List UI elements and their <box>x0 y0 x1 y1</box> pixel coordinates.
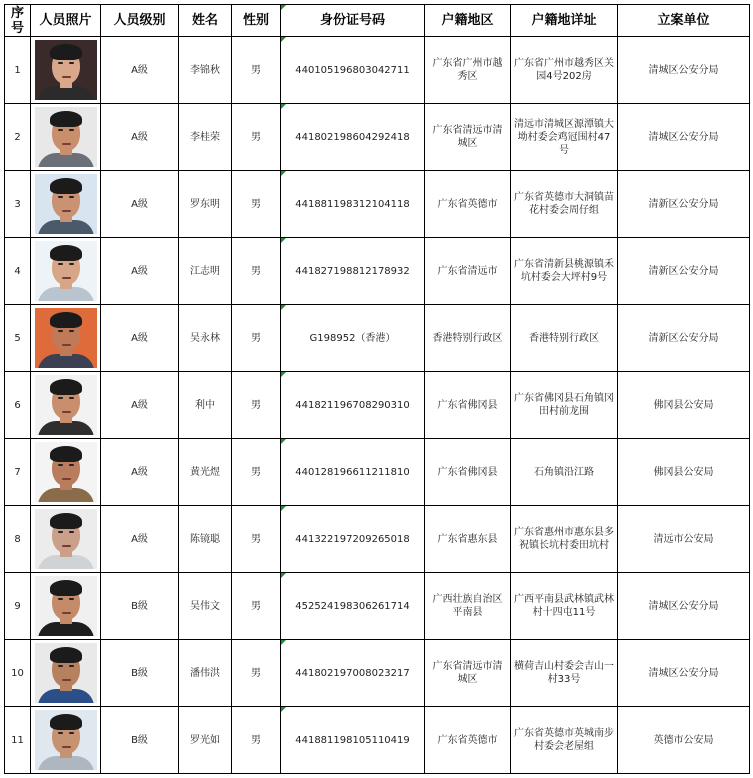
cell-gender: 男 <box>232 573 281 640</box>
cell-id-number: 441881198312104118 <box>281 171 425 238</box>
cell-seq: 9 <box>5 573 31 640</box>
cell-unit: 清新区公安分局 <box>618 171 750 238</box>
cell-seq: 1 <box>5 37 31 104</box>
cell-region: 广东省清远市清城区 <box>425 104 511 171</box>
cell-region: 广西壮族自治区平南县 <box>425 573 511 640</box>
cell-name: 罗东明 <box>179 171 232 238</box>
cell-gender: 男 <box>232 707 281 774</box>
table-row <box>5 439 750 506</box>
cell-unit: 清新区公安分局 <box>618 305 750 372</box>
cell-gender: 男 <box>232 439 281 506</box>
cell-seq: 8 <box>5 506 31 573</box>
col-header-region: 户籍地区 <box>425 5 511 37</box>
cell-name: 利中 <box>179 372 232 439</box>
col-header-address: 户籍地详址 <box>511 5 618 37</box>
cell-seq: 7 <box>5 439 31 506</box>
cell-name: 李锦秋 <box>179 37 232 104</box>
table-row <box>5 171 750 238</box>
cell-region: 广东省英德市 <box>425 171 511 238</box>
col-header-gender: 性别 <box>232 5 281 37</box>
cell-gender: 男 <box>232 104 281 171</box>
cell-id-number: 441827198812178932 <box>281 238 425 305</box>
cell-level: A级 <box>101 305 179 372</box>
cell-seq: 10 <box>5 640 31 707</box>
cell-name: 吴永林 <box>179 305 232 372</box>
cell-unit: 佛冈县公安局 <box>618 439 750 506</box>
cell-address: 广东省惠州市惠东县多祝镇长坑村委田坑村 <box>511 506 618 573</box>
table-row <box>5 640 750 707</box>
cell-seq: 4 <box>5 238 31 305</box>
col-header-unit: 立案单位 <box>618 5 750 37</box>
cell-address: 广东省英德市英城南步村委会老屋组 <box>511 707 618 774</box>
person-photo <box>35 174 97 234</box>
person-photo <box>35 509 97 569</box>
cell-seq: 5 <box>5 305 31 372</box>
header-row <box>5 5 750 37</box>
person-photo <box>35 442 97 502</box>
cell-address: 广东省英德市大洞镇苗花村委会周仔组 <box>511 171 618 238</box>
cell-gender: 男 <box>232 305 281 372</box>
cell-photo <box>31 506 101 573</box>
person-photo <box>35 107 97 167</box>
cell-name: 罗光如 <box>179 707 232 774</box>
cell-region: 广东省广州市越秀区 <box>425 37 511 104</box>
cell-region: 广东省佛冈县 <box>425 372 511 439</box>
table-row <box>5 104 750 171</box>
cell-region: 广东省英德市 <box>425 707 511 774</box>
cell-unit: 清城区公安分局 <box>618 640 750 707</box>
cell-level: B级 <box>101 573 179 640</box>
cell-gender: 男 <box>232 37 281 104</box>
cell-address: 石角镇沿江路 <box>511 439 618 506</box>
cell-unit: 清城区公安分局 <box>618 573 750 640</box>
cell-region: 广东省惠东县 <box>425 506 511 573</box>
cell-level: A级 <box>101 238 179 305</box>
table-row <box>5 372 750 439</box>
cell-level: A级 <box>101 506 179 573</box>
table-row <box>5 305 750 372</box>
cell-name: 江志明 <box>179 238 232 305</box>
cell-level: A级 <box>101 37 179 104</box>
cell-gender: 男 <box>232 640 281 707</box>
cell-address: 香港特别行政区 <box>511 305 618 372</box>
cell-level: B级 <box>101 707 179 774</box>
cell-address: 广东省广州市越秀区关园4号202房 <box>511 37 618 104</box>
person-photo <box>35 710 97 770</box>
col-header-level: 人员级别 <box>101 5 179 37</box>
cell-unit: 清新区公安分局 <box>618 238 750 305</box>
table-row <box>5 573 750 640</box>
cell-address: 清远市清城区源潭镇大坳村委会鸡冠围村47号 <box>511 104 618 171</box>
cell-level: A级 <box>101 439 179 506</box>
cell-photo <box>31 439 101 506</box>
col-header-id: 身份证号码 <box>281 5 425 37</box>
person-photo <box>35 375 97 435</box>
cell-photo <box>31 37 101 104</box>
cell-id-number: 440105196803042711 <box>281 37 425 104</box>
cell-unit: 英德市公安局 <box>618 707 750 774</box>
cell-id-number: G198952（香港） <box>281 305 425 372</box>
cell-region: 广东省佛冈县 <box>425 439 511 506</box>
cell-seq: 6 <box>5 372 31 439</box>
table-row <box>5 506 750 573</box>
cell-unit: 清远市公安局 <box>618 506 750 573</box>
cell-name: 吴伟文 <box>179 573 232 640</box>
cell-name: 李桂荣 <box>179 104 232 171</box>
cell-photo <box>31 640 101 707</box>
cell-address: 广西平南县武林镇武林村十四屯11号 <box>511 573 618 640</box>
cell-level: A级 <box>101 372 179 439</box>
cell-photo <box>31 238 101 305</box>
cell-unit: 清城区公安分局 <box>618 37 750 104</box>
cell-gender: 男 <box>232 171 281 238</box>
cell-level: B级 <box>101 640 179 707</box>
cell-gender: 男 <box>232 372 281 439</box>
cell-address: 广东省佛冈县石角镇冈田村前龙围 <box>511 372 618 439</box>
table-row <box>5 707 750 774</box>
col-header-name: 姓名 <box>179 5 232 37</box>
col-header-photo: 人员照片 <box>31 5 101 37</box>
cell-id-number: 441322197209265018 <box>281 506 425 573</box>
cell-address: 横荷吉山村委会吉山一村33号 <box>511 640 618 707</box>
cell-name: 陈镜聪 <box>179 506 232 573</box>
cell-region: 广东省清远市清城区 <box>425 640 511 707</box>
cell-id-number: 452524198306261714 <box>281 573 425 640</box>
table-row <box>5 238 750 305</box>
cell-region: 香港特别行政区 <box>425 305 511 372</box>
cell-gender: 男 <box>232 238 281 305</box>
cell-unit: 佛冈县公安局 <box>618 372 750 439</box>
cell-name: 潘伟洪 <box>179 640 232 707</box>
cell-photo <box>31 104 101 171</box>
cell-id-number: 441881198105110419 <box>281 707 425 774</box>
col-header-seq: 序 号 <box>5 5 31 37</box>
cell-photo <box>31 573 101 640</box>
cell-region: 广东省清远市 <box>425 238 511 305</box>
cell-name: 黄光煜 <box>179 439 232 506</box>
table-row <box>5 37 750 104</box>
cell-seq: 3 <box>5 171 31 238</box>
cell-id-number: 441802197008023217 <box>281 640 425 707</box>
cell-unit: 清城区公安分局 <box>618 104 750 171</box>
cell-photo <box>31 372 101 439</box>
cell-seq: 2 <box>5 104 31 171</box>
cell-photo <box>31 171 101 238</box>
cell-id-number: 440128196611211810 <box>281 439 425 506</box>
person-photo <box>35 643 97 703</box>
cell-photo <box>31 707 101 774</box>
cell-seq: 11 <box>5 707 31 774</box>
wanted-persons-table <box>4 4 750 774</box>
person-photo <box>35 241 97 301</box>
cell-photo <box>31 305 101 372</box>
cell-level: A级 <box>101 104 179 171</box>
cell-id-number: 441802198604292418 <box>281 104 425 171</box>
cell-gender: 男 <box>232 506 281 573</box>
person-photo <box>35 576 97 636</box>
cell-level: A级 <box>101 171 179 238</box>
person-photo <box>35 308 97 368</box>
cell-id-number: 441821196708290310 <box>281 372 425 439</box>
cell-address: 广东省清新县桃源镇禾坑村委会大坪村9号 <box>511 238 618 305</box>
person-photo <box>35 40 97 100</box>
